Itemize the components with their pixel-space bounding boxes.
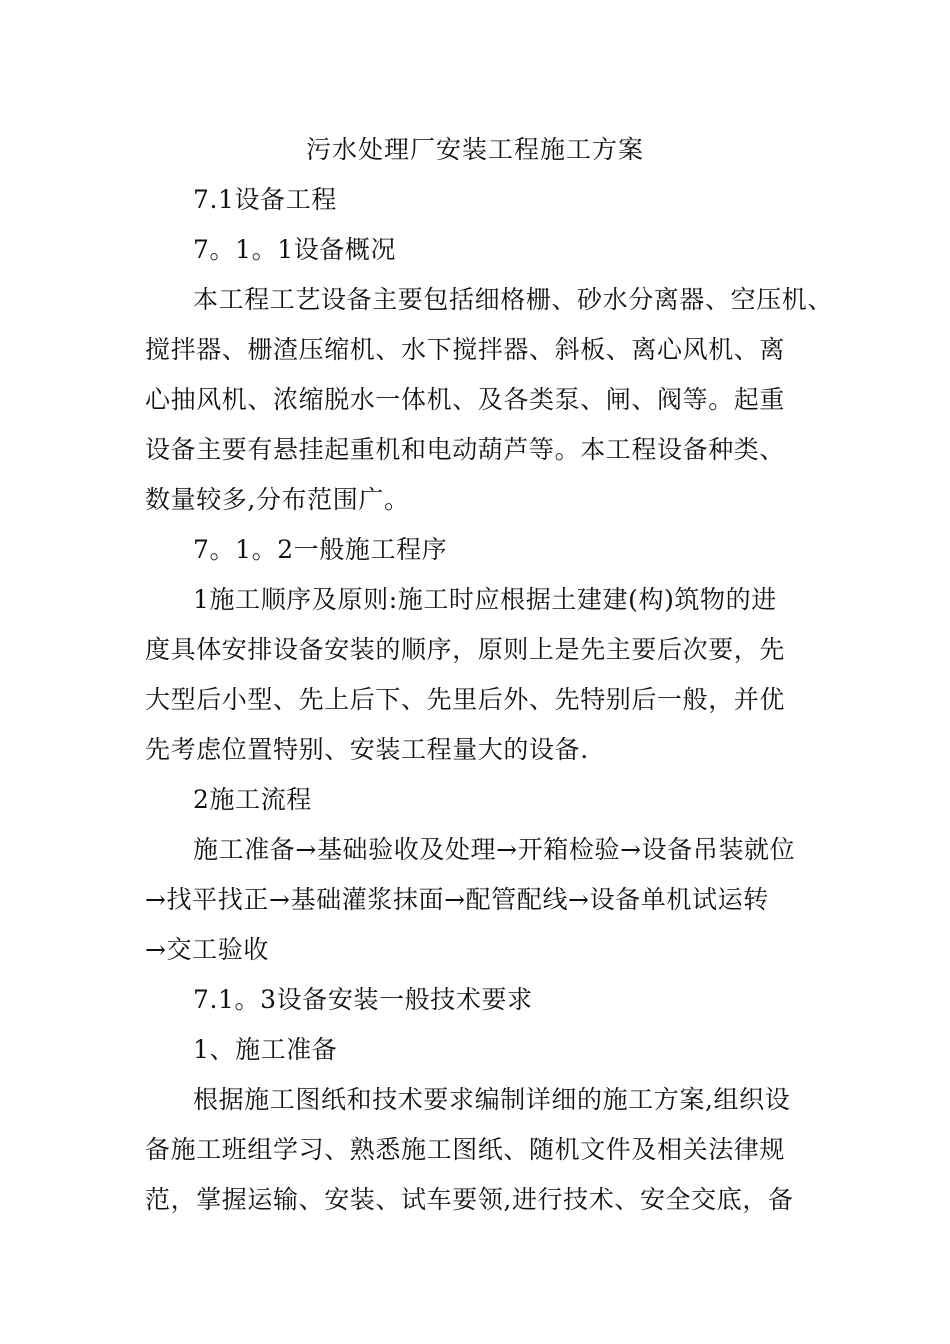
paragraph-line: →交工验收 — [145, 935, 269, 964]
paragraph-line: 范，掌握运输、安装、试车要领,进行技术、安全交底，备 — [145, 1185, 794, 1214]
item-heading: 1、施工准备 — [193, 1035, 338, 1064]
paragraph-line: 数量较多,分布范围广。 — [145, 485, 410, 514]
subsection-heading: 7。1。1设备概况 — [193, 235, 397, 264]
paragraph-line: 根据施工图纸和技术要求编制详细的施工方案,组织设 — [193, 1085, 791, 1114]
paragraph-line: 搅拌器、栅渣压缩机、水下搅拌器、斜板、离心风机、离 — [145, 335, 786, 364]
paragraph-line: 1施工顺序及原则:施工时应根据土建建(构)筑物的进 — [193, 585, 777, 614]
paragraph-line: 施工准备→基础验收及处理→开箱检验→设备吊装就位 — [193, 835, 796, 864]
paragraph-line: 备施工班组学习、熟悉施工图纸、随机文件及相关法律规 — [145, 1135, 786, 1164]
subsection-heading: 7.1。3设备安装一般技术要求 — [193, 985, 533, 1014]
paragraph-line: 设备主要有悬挂起重机和电动葫芦等。本工程设备种类、 — [145, 435, 786, 464]
paragraph-line: 大型后小型、先上后下、先里后外、先特别后一般，并优 — [145, 685, 786, 714]
document-title: 污水处理厂安装工程施工方案 — [305, 135, 644, 164]
subsection-heading: 7。1。2一般施工程序 — [193, 535, 448, 564]
paragraph-line: 先考虑位置特别、安装工程量大的设备. — [145, 735, 589, 764]
paragraph-line: 本工程工艺设备主要包括细格栅、砂水分离器、空压机、 — [193, 285, 834, 314]
paragraph-line: 度具体安排设备安装的顺序，原则上是先主要后次要，先 — [145, 635, 786, 664]
section-heading: 7.1设备工程 — [193, 185, 337, 214]
paragraph-line: →找平找正→基础灌浆抹面→配管配线→设备单机试运转 — [145, 885, 769, 914]
paragraph-line: 心抽风机、浓缩脱水一体机、及各类泵、闸、阀等。起重 — [145, 385, 786, 414]
item-heading: 2施工流程 — [193, 785, 312, 814]
